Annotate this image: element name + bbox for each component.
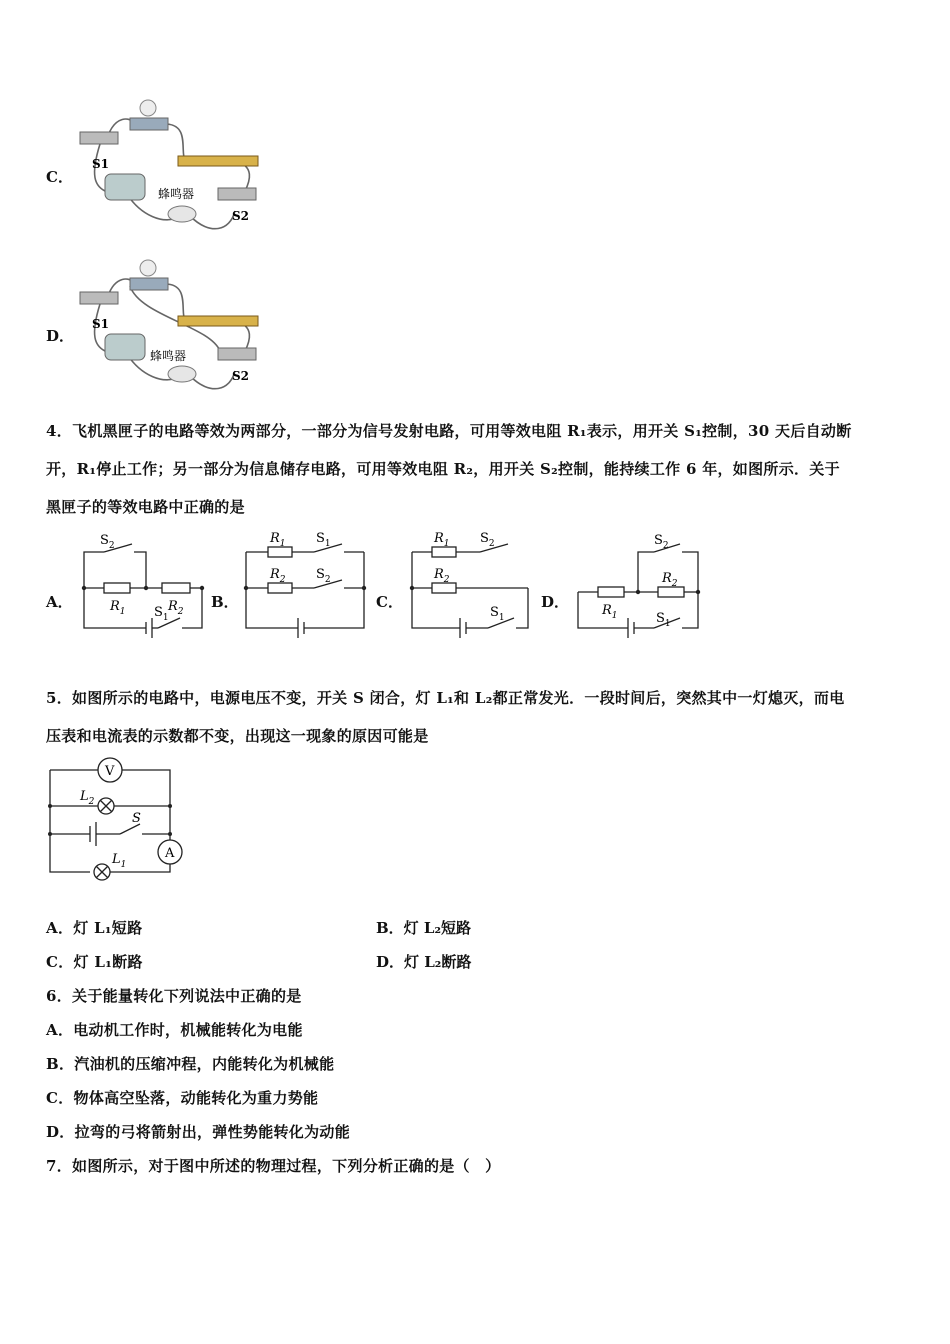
q4d-s2-letter: S [654, 533, 663, 548]
svg-text:S1 [154, 605, 169, 623]
svg-text:L2 [79, 789, 95, 807]
q4d-s1-letter: S [656, 611, 665, 626]
q3c-s2-label: S2 [232, 209, 250, 223]
q3c-buzzer-label: 蜂鸣器 [158, 187, 195, 201]
q4b-r1-letter: R [270, 531, 280, 546]
q3d-s1-label: S1 [92, 317, 110, 331]
q5-option-a[interactable]: A．灯 L₁短路 [46, 919, 143, 937]
q3-option-c-label[interactable]: C． [46, 168, 73, 186]
q3d-buzzer-label: 蜂鸣器 [150, 349, 187, 363]
q5-option-c[interactable]: C．灯 L₁断路 [46, 953, 143, 971]
q4c-s2-sub: 2 [488, 539, 495, 549]
q5-option-b[interactable]: B．灯 L₂短路 [376, 919, 472, 937]
q6-option-d[interactable]: D．拉弯的弓将箭射出，弹性势能转化为动能 [46, 1123, 351, 1141]
q4-stem-line3: 黑匣子的等效电路中正确的是 [46, 498, 245, 516]
q5-l1-letter: L [112, 852, 121, 867]
q4b-s2-letter: S [316, 567, 325, 582]
svg-text:L1 [111, 852, 126, 870]
svg-text:S1 [316, 531, 331, 549]
q5-switch-label: S [132, 811, 141, 826]
q3-option-d-label[interactable]: D． [46, 327, 75, 345]
q4a-s2-sub: 2 [108, 541, 115, 551]
q5-option-d[interactable]: D．灯 L₂断路 [376, 953, 472, 971]
q4-option-d-label[interactable]: D． [541, 593, 570, 611]
q4d-r2-letter: R [662, 571, 672, 586]
q4-option-d-circuit [570, 530, 710, 640]
svg-text:S2 [316, 567, 331, 585]
svg-text:R1 [269, 531, 286, 549]
q3c-s1-label: S1 [92, 157, 110, 171]
svg-text:S2 [654, 533, 669, 551]
q4d-s1-sub: 1 [664, 619, 671, 629]
q5-l1-sub: 1 [120, 860, 127, 870]
q3d-s2-label: S2 [232, 369, 250, 383]
q4-stem-line2: 开，R₁停止工作；另一部分为信息储存电路，可用等效电阻 R₂，用开关 S₂控制，能持续工作 6 年，如图所示．关于 [46, 460, 840, 478]
svg-text:R1 [109, 599, 126, 617]
q4a-r1-letter: R [110, 599, 120, 614]
q4c-s1-letter: S [490, 605, 499, 620]
q4c-s2-letter: S [480, 531, 489, 546]
q4d-r1-letter: R [602, 603, 612, 618]
q4-option-c-label[interactable]: C． [376, 593, 403, 611]
q4d-r2-sub: 2 [671, 579, 678, 589]
q3-option-d-figure [70, 256, 270, 396]
q4a-s1-letter: S [154, 605, 163, 620]
q6-stem: 6．关于能量转化下列说法中正确的是 [46, 987, 302, 1005]
q4-option-c-circuit [404, 530, 544, 640]
q4-stem-line1: 4．飞机黑匣子的电路等效为两部分，一部分为信号发射电路，可用等效电阻 R₁表示，用开关 S₁控制，30 天后自动断 [46, 422, 852, 440]
q4-option-a-circuit [74, 530, 214, 640]
q4a-r2-sub: 2 [177, 607, 184, 617]
q4a-s2-letter: S [100, 533, 109, 548]
svg-text:S1 [490, 605, 505, 623]
svg-text:R2 [661, 571, 678, 589]
q4-option-b-circuit [238, 530, 378, 640]
q7-stem: 7．如图所示，对于图中所述的物理过程，下列分析正确的是（ ） [46, 1157, 501, 1175]
q4b-r2-letter: R [270, 567, 280, 582]
q4a-s1-sub: 1 [162, 613, 169, 623]
q6-option-b[interactable]: B．汽油机的压缩冲程，内能转化为机械能 [46, 1055, 335, 1073]
svg-text:S2 [100, 533, 115, 551]
q6-option-c[interactable]: C．物体高空坠落，动能转化为重力势能 [46, 1089, 319, 1107]
q4a-r2-letter: R [168, 599, 178, 614]
q5-l2-sub: 2 [88, 797, 95, 807]
q4c-r2-letter: R [434, 567, 444, 582]
svg-text:R2 [269, 567, 286, 585]
q5-stem-line1: 5．如图所示的电路中，电源电压不变，开关 S 闭合，灯 L₁和 L₂都正常发光．一段时间后，突然其中一灯熄灭，而电 [46, 689, 845, 707]
q4-option-b-label[interactable]: B． [211, 593, 239, 611]
q4d-s2-sub: 2 [662, 541, 669, 551]
svg-text:R1 [601, 603, 618, 621]
q4b-r1-sub: 1 [279, 539, 286, 549]
q4c-r1-letter: R [434, 531, 444, 546]
q4a-r1-sub: 1 [119, 607, 126, 617]
q4c-r2-sub: 2 [443, 575, 450, 585]
q4b-s2-sub: 2 [324, 575, 331, 585]
q3-option-c-figure [70, 96, 270, 241]
q5-stem-line2: 压表和电流表的示数都不变，出现这一现象的原因可能是 [46, 727, 429, 745]
q4d-r1-sub: 1 [611, 611, 618, 621]
q4b-r2-sub: 2 [279, 575, 286, 585]
q6-option-a[interactable]: A．电动机工作时，机械能转化为电能 [46, 1021, 303, 1039]
q5-voltmeter-label: V [105, 764, 115, 779]
svg-text:R1 [433, 531, 450, 549]
svg-text:S2 [480, 531, 495, 549]
svg-text:R2 [433, 567, 450, 585]
q4b-s1-sub: 1 [324, 539, 331, 549]
q4c-r1-sub: 1 [443, 539, 450, 549]
q4-option-a-label[interactable]: A． [46, 593, 73, 611]
q4b-s1-letter: S [316, 531, 325, 546]
q5-ammeter-label: A [165, 846, 175, 861]
q5-l2-letter: L [80, 789, 89, 804]
q5-circuit [40, 756, 200, 886]
q4c-s1-sub: 1 [498, 613, 505, 623]
svg-text:R2 [167, 599, 184, 617]
